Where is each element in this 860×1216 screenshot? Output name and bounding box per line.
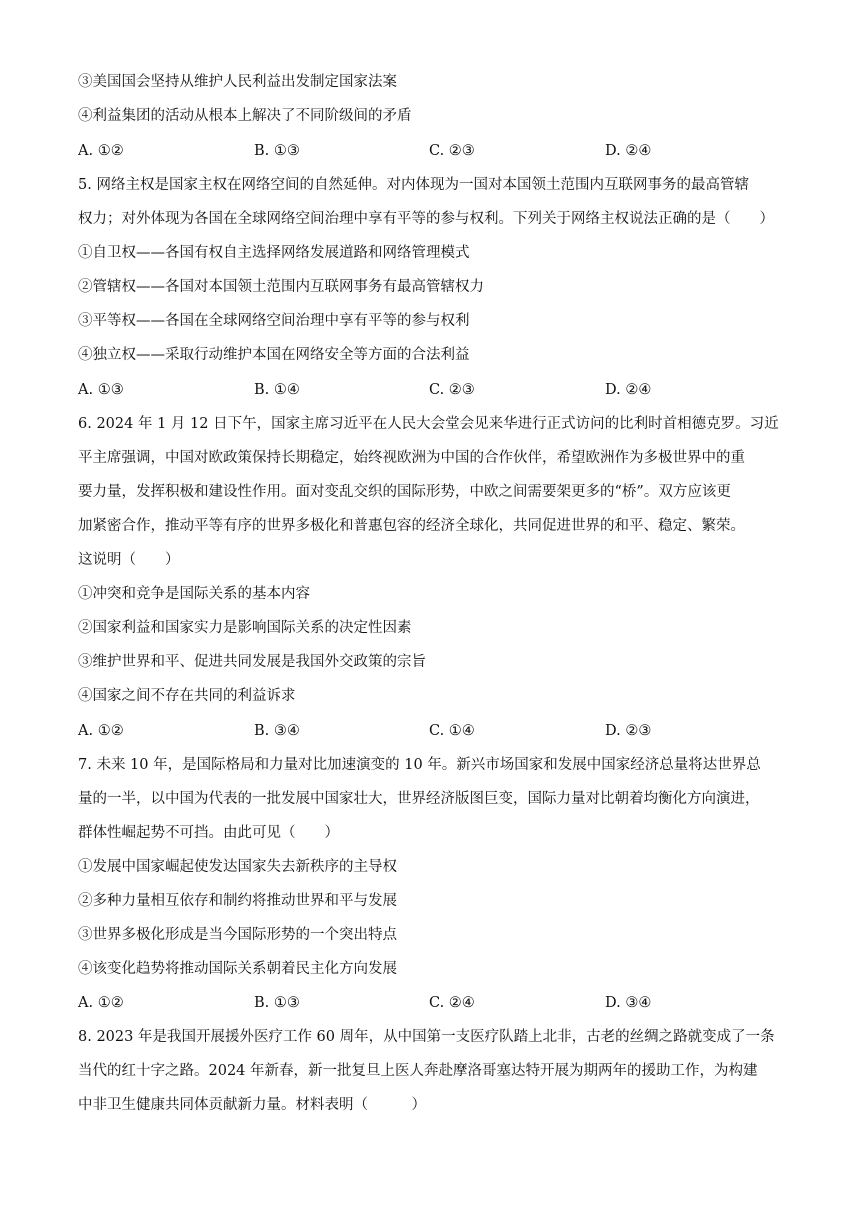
question-stem: 加紧密合作，推动平等有序的世界多极化和普惠包容的经济全球化，共同促进世界的和平、稳定、繁荣。 [78, 518, 745, 534]
statement-2: ②多种力量相互依存和制约将推动世界和平与发展 [78, 893, 397, 909]
answer-options [78, 721, 778, 741]
question-stem: 这说明（ ） [78, 552, 180, 568]
answer-options [78, 993, 778, 1013]
option-a[interactable]: A. ①② [78, 995, 124, 1011]
option-b[interactable]: B. ①③ [254, 995, 300, 1011]
statement-4: ④独立权——采取行动维护本国在网络安全等方面的合法利益 [78, 347, 470, 363]
statement-2: ②管辖权——各国对本国领土范围内互联网事务有最高管辖权力 [78, 279, 484, 295]
option-b[interactable]: B. ①④ [254, 382, 300, 398]
option-c[interactable]: C. ②④ [429, 995, 475, 1011]
statement-4: ④利益集团的活动从根本上解决了不同阶级间的矛盾 [78, 108, 412, 124]
question-stem: 当代的红十字之路。2024 年新春，新一批复旦上医人奔赴摩洛哥塞达特开展为期两年的援助工作，为构建 [78, 1063, 758, 1079]
option-a[interactable]: A. ①② [78, 143, 124, 159]
statement-3: ③美国国会坚持从维护人民利益出发制定国家法案 [78, 74, 397, 90]
statement-1: ①冲突和竞争是国际关系的基本内容 [78, 586, 310, 602]
option-d[interactable]: D. ③④ [605, 995, 652, 1011]
question-stem: 7. 未来 10 年，是国际格局和力量对比加速演变的 10 年。新兴市场国家和发展中国家经济总量将达世界总 [78, 757, 761, 773]
statement-1: ①自卫权——各国有权自主选择网络发展道路和网络管理模式 [78, 245, 470, 261]
option-c[interactable]: C. ①④ [429, 723, 475, 739]
option-c[interactable]: C. ②③ [429, 143, 475, 159]
answer-options [78, 380, 778, 400]
statement-1: ①发展中国家崛起使发达国家失去新秩序的主导权 [78, 859, 397, 875]
option-c[interactable]: C. ②③ [429, 382, 475, 398]
option-a[interactable]: A. ①② [78, 723, 124, 739]
option-d[interactable]: D. ②③ [605, 723, 652, 739]
question-stem: 群体性崛起势不可挡。由此可见（ ） [78, 825, 339, 841]
question-stem: 6. 2024 年 1 月 12 日下午，国家主席习近平在人民大会堂会见来华进行正式访问的比利时首相德克罗。习近 [78, 416, 779, 432]
question-stem: 5. 网络主权是国家主权在网络空间的自然延伸。对内体现为一国对本国领土范围内互联网事务的最高管辖 [78, 177, 749, 193]
question-stem: 权力；对外体现为各国在全球网络空间治理中享有平等的参与权利。下列关于网络主权说法正确的是（ ） [78, 211, 774, 227]
question-stem: 平主席强调，中国对欧政策保持长期稳定，始终视欧洲为中国的合作伙伴，希望欧洲作为多极世界中的重 [78, 450, 745, 466]
statement-4: ④该变化趋势将推动国际关系朝着民主化方向发展 [78, 961, 397, 977]
option-b[interactable]: B. ③④ [254, 723, 300, 739]
answer-options [78, 141, 778, 161]
statement-3: ③维护世界和平、促进共同发展是我国外交政策的宗旨 [78, 654, 426, 670]
statement-4: ④国家之间不存在共同的利益诉求 [78, 688, 296, 704]
question-stem: 量的一半，以中国为代表的一批发展中国家壮大，世界经济版图巨变，国际力量对比朝着均衡化方向演进， [78, 791, 760, 807]
option-d[interactable]: D. ②④ [605, 382, 652, 398]
question-stem: 8. 2023 年是我国开展援外医疗工作 60 周年，从中国第一支医疗队踏上北非，古老的丝绸之路就变成了一条 [78, 1029, 775, 1045]
statement-3: ③平等权——各国在全球网络空间治理中享有平等的参与权利 [78, 313, 470, 329]
option-a[interactable]: A. ①③ [78, 382, 124, 398]
statement-3: ③世界多极化形成是当今国际形势的一个突出特点 [78, 927, 397, 943]
statement-2: ②国家利益和国家实力是影响国际关系的决定性因素 [78, 620, 412, 636]
option-b[interactable]: B. ①③ [254, 143, 300, 159]
option-d[interactable]: D. ②④ [605, 143, 652, 159]
question-stem: 中非卫生健康共同体贡献新力量。材料表明（ ） [78, 1097, 426, 1113]
question-stem: 要力量，发挥积极和建设性作用。面对变乱交织的国际形势，中欧之间需要架更多的“桥”。双方应该更 [78, 484, 731, 500]
